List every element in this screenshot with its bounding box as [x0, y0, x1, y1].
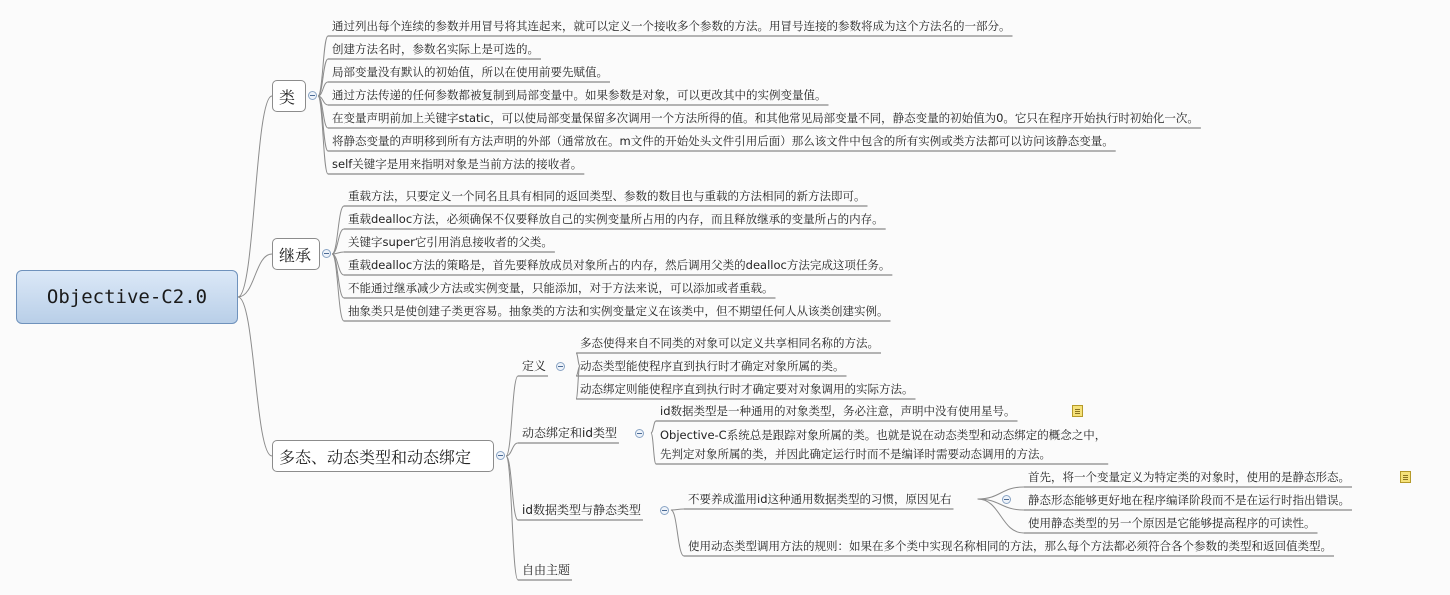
sub-static-type[interactable]: id数据类型与静态类型 — [522, 503, 641, 517]
inherit-item-3: 重载dealloc方法的策略是，首先要释放成员对象所占的内存，然后调用父类的dealloc方法完成这项任务。 — [348, 258, 891, 272]
static-reason-item-1: 静态形态能够更好地在程序编译阶段而不是在运行时指出错误。 — [1028, 493, 1350, 507]
branch-class[interactable] — [272, 80, 306, 112]
collapse-toggle-icon[interactable] — [308, 91, 317, 100]
sub-free-topic[interactable]: 自由主题 — [522, 563, 571, 577]
collapse-toggle-icon[interactable] — [635, 429, 644, 438]
root-topic[interactable] — [16, 270, 238, 324]
connector-line — [651, 433, 656, 464]
collapse-toggle-icon[interactable] — [322, 249, 331, 258]
inherit-item-2: 关键字super它引用消息接收者的父类。 — [348, 235, 553, 249]
inherit-item-0: 重载方法，只要定义一个同名且具有相同的返回类型、参数的数目也与重载的方法相同的新方法即可。 — [348, 189, 866, 203]
class-item-0: 通过列出每个连续的参数并用冒号将其连起来，就可以定义一个接收多个参数的方法。用冒号连接的参数将成为这个方法名的一部分。 — [332, 19, 1011, 33]
branch-inherit[interactable] — [272, 238, 320, 270]
sub-definition[interactable]: 定义 — [522, 359, 547, 373]
definition-item-2: 动态绑定则能使程序直到执行时才确定要对对象调用的实际方法。 — [580, 382, 914, 396]
note-icon[interactable] — [1400, 471, 1411, 483]
binding-item-2: 先判定对象所属的类，并因此确定运行时而不是编译时需要动态调用的方法。 — [660, 447, 1051, 461]
class-item-3: 通过方法传递的任何参数都被复制到局部变量中。如果参数是对象，可以更改其中的实例变量值。 — [332, 88, 827, 102]
connector-line — [318, 96, 328, 174]
class-item-4: 在变量声明前加上关键字static，可以使局部变量保留多次调用一个方法所得的值。和其他常见局部变量不同，静态变量的初始值为0。它只在程序开始执行时初始化一次。 — [332, 111, 1199, 125]
static-reason-item-2: 使用静态类型的另一个原因是它能够提高程序的可读性。 — [1028, 516, 1316, 530]
inherit-item-5: 抽象类只是使创建子类更容易。抽象类的方法和实例变量定义在该类中，但不期望任何人从该类创建实例。 — [348, 304, 889, 318]
static-reason-item-0: 首先，将一个变量定义为特定类的对象时，使用的是静态形态。 — [1028, 470, 1350, 484]
collapse-toggle-icon[interactable] — [556, 362, 565, 371]
definition-item-0: 多态使得来自不同类的对象可以定义共享相同名称的方法。 — [580, 336, 879, 350]
inherit-item-4: 不能通过继承减少方法或实例变量，只能添加，对于方法来说，可以添加或者重载。 — [348, 281, 774, 295]
inherit-item-1: 重载dealloc方法，必须确保不仅要释放自己的实例变量所占用的内存，而且释放继承的变量所占的内存。 — [348, 212, 884, 226]
binding-item-1: Objective-C系统总是跟踪对象所属的类。也就是说在动态类型和动态绑定的概念之中， — [660, 428, 1107, 442]
class-item-1: 创建方法名时，参数名实际上是可选的。 — [332, 42, 539, 56]
definition-item-1: 动态类型能使程序直到执行时才确定对象所属的类。 — [580, 359, 845, 373]
binding-item-0: id数据类型是一种通用的对象类型，务必注意，声明中没有使用星号。 — [660, 404, 1016, 418]
connector-line — [671, 509, 684, 510]
collapse-toggle-icon[interactable] — [660, 506, 669, 515]
connector-line — [651, 421, 656, 433]
class-item-2: 局部变量没有默认的初始值，所以在使用前要先赋值。 — [332, 65, 608, 79]
sub-dynamic-binding[interactable]: 动态绑定和id类型 — [522, 426, 617, 440]
root-topic-label: Objective-C2.0 — [46, 286, 208, 308]
class-item-5: 将静态变量的声明移到所有方法声明的外部（通常放在。m文件的开始处头文件引用后面）那么该文件中包含的所有实例或类方法都可以访问该静态变量。 — [332, 134, 1114, 148]
branch-class-label: 类 — [279, 87, 296, 107]
connector-line — [978, 487, 1025, 499]
static-rule: 使用动态类型调用方法的规则：如果在多个类中实现名称相同的方法，那么每个方法都必须符合各个参数的类型和返回值类型。 — [688, 539, 1332, 553]
static-reason: 不要养成滥用id这种通用数据类型的习惯，原因见右 — [688, 492, 952, 506]
connector-line — [238, 96, 272, 297]
branch-polymorphism-label: 多态、动态类型和动态绑定 — [279, 447, 472, 467]
connector-line — [318, 36, 328, 96]
branch-inherit-label: 继承 — [279, 245, 312, 265]
class-item-6: self关键字是用来指明对象是当前方法的接收者。 — [332, 157, 583, 171]
connector-line — [671, 510, 684, 556]
connector-line — [238, 297, 272, 456]
collapse-toggle-icon[interactable] — [1002, 495, 1011, 504]
collapse-toggle-icon[interactable] — [496, 451, 505, 460]
branch-polymorphism[interactable] — [272, 440, 494, 472]
note-icon[interactable] — [1072, 405, 1083, 417]
